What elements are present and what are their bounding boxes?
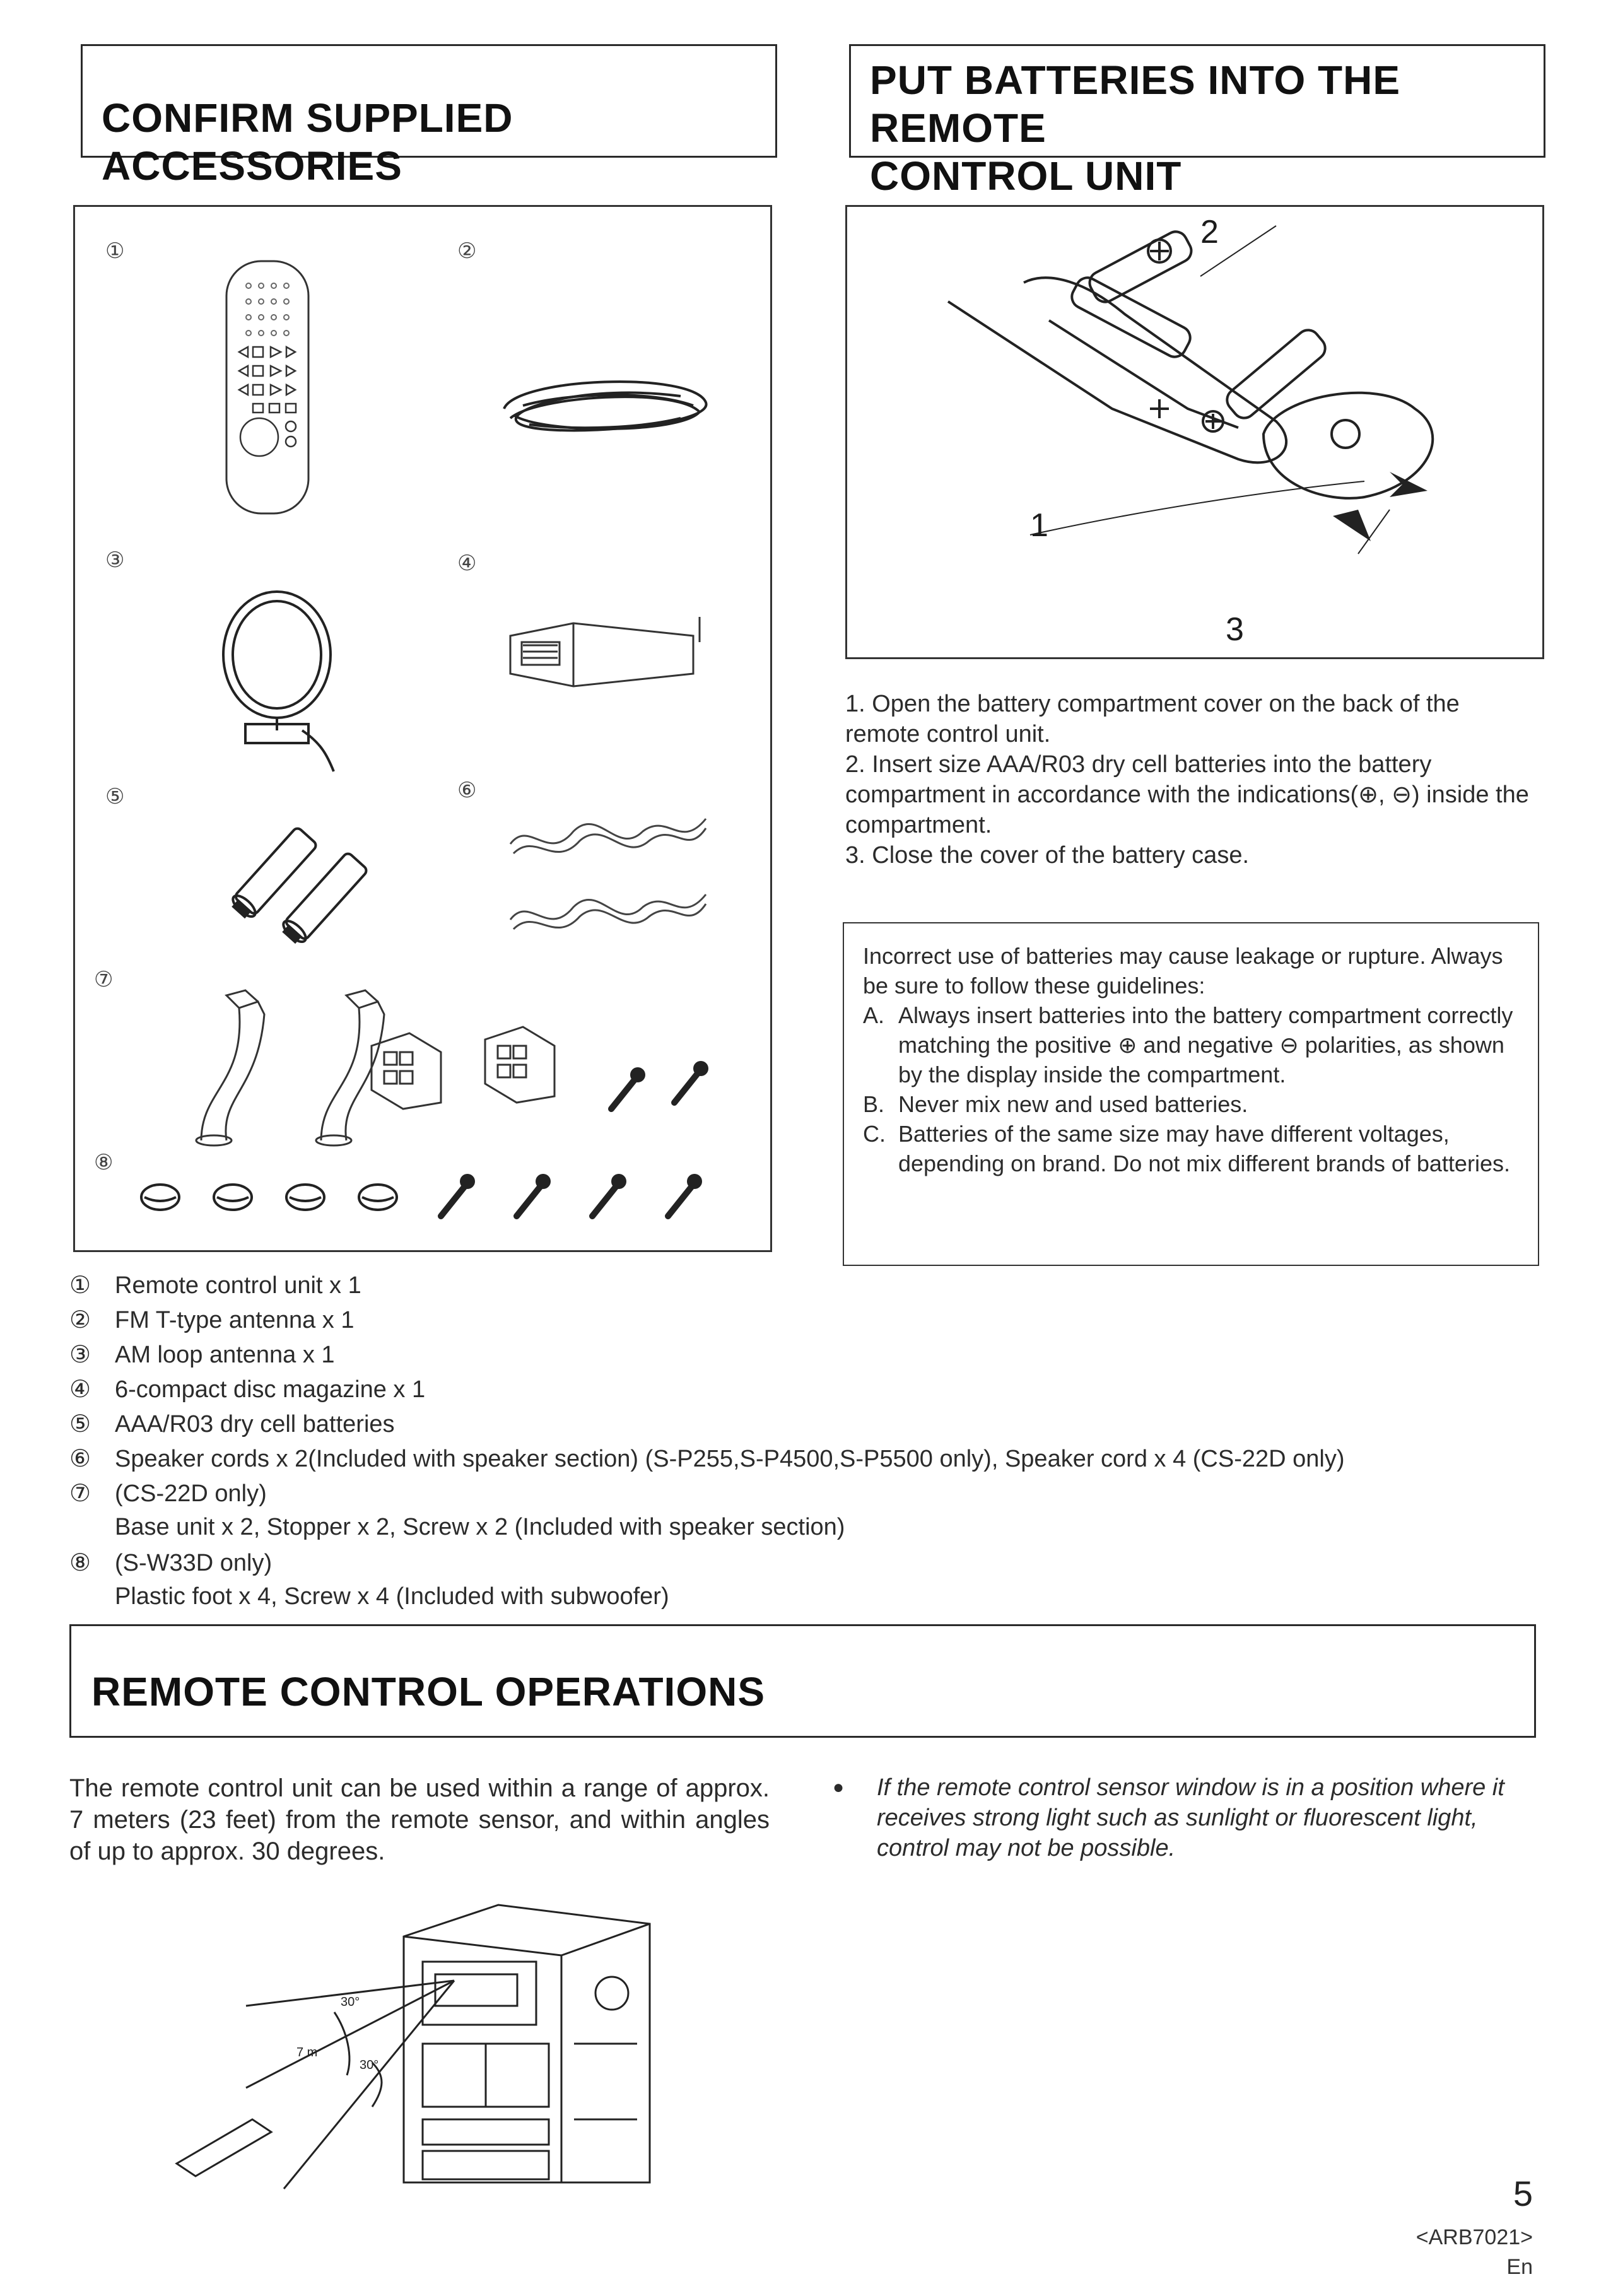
remote-control-illustration <box>220 257 315 522</box>
accessories-panel <box>73 205 772 1252</box>
battery-step-1: 1. Open the battery compartment cover on the back of the remote control unit. <box>845 691 1460 747</box>
am-loop-antenna-illustration <box>201 585 365 775</box>
angle-label-top: 30° <box>341 1995 360 2009</box>
page-number: 5 <box>1513 2174 1533 2213</box>
remote-range-text: The remote control unit can be used within a range of approx. 7 meters (23 feet) from the remote sensor, and within angles of up to approx. 30 degrees. <box>69 1774 770 1865</box>
battery-caution-box <box>843 922 1539 1266</box>
callout-3: 3 <box>1226 611 1244 648</box>
caution-item-b: B. Never mix new and used batteries. <box>863 1091 1248 1117</box>
caution-intro: Incorrect use of batteries may cause leakage or rupture. Always be sure to follow these guidelines: <box>863 943 1503 999</box>
bullet: ● <box>833 1777 845 1798</box>
screws-8-illustration <box>428 1156 731 1226</box>
distance-label: 7 m <box>296 2046 318 2059</box>
document-code: <ARB7021> <box>1416 2225 1533 2249</box>
stoppers-illustration <box>365 1027 567 1109</box>
callout-2: 2 <box>1200 214 1219 250</box>
cd-magazine-illustration <box>504 611 706 693</box>
accessories-heading: CONFIRM SUPPLIED ACCESSORIES <box>81 44 777 158</box>
marker-7: ⑦ <box>94 968 114 992</box>
marker-1: ① <box>105 239 125 263</box>
caution-item-a: A. Always insert batteries into the battery compartment correctly matching the positive ⊕ and negative ⊖ polarities, as shown by the display inside the compartment. <box>863 1002 1513 1087</box>
plastic-feet-illustration <box>132 1172 422 1222</box>
battery-step-2: 2. Insert size AAA/R03 dry cell batteries into the battery compartment in accordance with the indications(⊕, ⊖) inside the compartment. <box>845 751 1529 838</box>
marker-3: ③ <box>105 548 125 572</box>
marker-6: ⑥ <box>457 778 477 802</box>
marker-8: ⑧ <box>94 1151 114 1174</box>
list-item: ③ AM loop antenna x 1 <box>69 1342 335 1368</box>
list-item: ⑧ (S-W33D only) <box>69 1550 273 1576</box>
list-item: Plastic foot x 4, Screw x 4 (Included with subwoofer) <box>115 1583 669 1610</box>
list-item: ⑤ AAA/R03 dry cell batteries <box>69 1411 395 1438</box>
remote-note: ● If the remote control sensor window is in a position where it receives strong light such as sunlight or fluorescent light, control may not be possible. <box>833 1772 1536 1863</box>
angle-label-bottom: 30° <box>360 2058 379 2072</box>
battery-step-3: 3. Close the cover of the battery case. <box>845 842 1250 869</box>
list-item: Base unit x 2, Stopper x 2, Screw x 2 (Included with speaker section) <box>115 1514 845 1540</box>
batteries-illustration <box>214 812 378 958</box>
callout-1: 1 <box>1030 507 1048 544</box>
marker-4: ④ <box>457 551 477 575</box>
marker-2: ② <box>457 239 477 263</box>
battery-insertion-illustration <box>923 220 1491 598</box>
list-item: ④ 6-compact disc magazine x 1 <box>69 1376 426 1403</box>
speaker-cords-illustration <box>504 794 712 945</box>
language-code: En <box>1506 2255 1533 2279</box>
screws-7-illustration <box>599 1052 718 1122</box>
marker-5: ⑤ <box>105 785 125 809</box>
remote-ops-heading: REMOTE CONTROL OPERATIONS <box>69 1624 1536 1738</box>
list-item: ⑥ Speaker cords x 2(Included with speaker section) (S-P255,S-P4500,S-P5500 only), Speaker cord x 4 (CS-22D only) <box>69 1446 1345 1472</box>
list-item: ② FM T-type antenna x 1 <box>69 1307 355 1333</box>
fm-antenna-illustration <box>491 358 718 453</box>
battery-figure-panel <box>845 205 1544 659</box>
caution-item-c: C. Batteries of the same size may have different voltages, depending on brand. Do not mix different brands of batteries. <box>863 1121 1510 1176</box>
batteries-heading: PUT BATTERIES INTO THE REMOTE CONTROL UNIT <box>849 44 1545 158</box>
list-item: ⑦ (CS-22D only) <box>69 1480 267 1507</box>
list-item: ① Remote control unit x 1 <box>69 1272 361 1299</box>
remote-range-illustration <box>170 1899 662 2189</box>
